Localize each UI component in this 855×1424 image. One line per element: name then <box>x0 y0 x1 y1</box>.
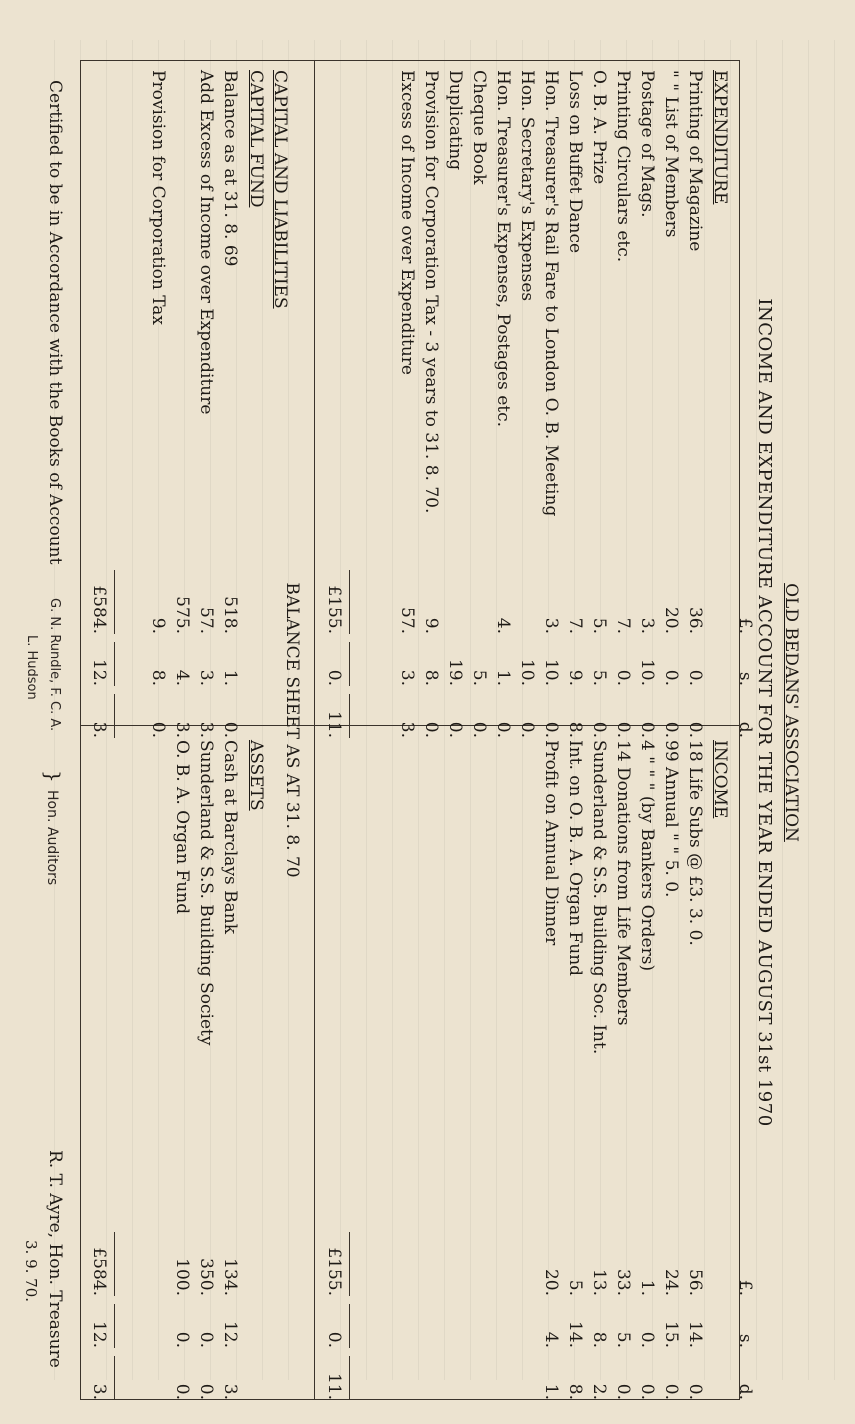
item-pence: 8. <box>565 721 585 738</box>
item-shillings: 14. <box>565 1320 585 1348</box>
item-label: Hon. Treasurer's Rail Fare to London O. B. Meeting <box>541 70 561 517</box>
item-pence: 0. <box>172 1383 192 1400</box>
currency-header-right: £. s. d. <box>735 1279 755 1400</box>
item-label: Int. on O. B. A. Organ Fund <box>565 740 585 977</box>
item-shillings: 8. <box>148 669 168 686</box>
pence-header: d. <box>735 721 755 738</box>
item-pence: 3. <box>220 1383 240 1400</box>
auditor-signature-2: L. Hudson <box>24 635 39 700</box>
item-pounds: 5. <box>589 617 609 634</box>
item-shillings: 1. <box>220 669 240 686</box>
item-shillings: 10. <box>637 658 657 686</box>
item-pounds: 100. <box>172 1258 192 1296</box>
item-label: Sunderland & S.S. Building Soc. Int. <box>589 740 609 1055</box>
item-pence: 0. <box>469 721 489 738</box>
item-label: Loss on Buffet Dance <box>565 70 585 254</box>
item-pounds: 36. <box>685 606 705 634</box>
item-shillings: 0. <box>637 1331 657 1348</box>
item-label: Hon. Treasurer's Expenses, Postages etc. <box>493 70 513 428</box>
item-label: Excess of Income over Expenditure <box>397 70 417 375</box>
item-pence: 0. <box>493 721 513 738</box>
item-pounds: 134. <box>220 1258 240 1296</box>
item-label: 14 Donations from Life Members <box>613 740 633 1026</box>
item-shillings: 10. <box>541 658 561 686</box>
item-shillings: 9. <box>565 669 585 686</box>
item-shillings: 5. <box>469 669 489 686</box>
item-shillings: 0. <box>685 669 705 686</box>
item-label: O. B. A. Prize <box>589 70 609 185</box>
auditors-label: Hon. Auditors <box>44 790 60 886</box>
item-label: Profit on Annual Dinner <box>541 740 561 946</box>
item-pounds: 3. <box>541 617 561 634</box>
item-pounds: 350. <box>196 1258 216 1296</box>
pounds-header: £. <box>735 617 755 634</box>
item-pence: 0. <box>637 1383 657 1400</box>
item-pounds: 5. <box>565 1279 585 1296</box>
assets-total: £584. 12. 3. <box>85 740 115 1380</box>
item-shillings: 19. <box>445 658 465 686</box>
expenditure-total: £155. 0. 11. <box>320 70 350 710</box>
item-pounds: 7. <box>565 617 585 634</box>
item-pounds: 33. <box>613 1268 633 1296</box>
signature-date: 3. 9. 70. <box>22 1240 40 1303</box>
item-pence: 0. <box>685 721 705 738</box>
treasurer-signature: R. T. Ayre, Hon. Treasure <box>45 1150 65 1368</box>
section-divider <box>314 60 315 1400</box>
item-pounds: 57. <box>397 606 417 634</box>
item-label: Printing of Magazine <box>685 70 705 252</box>
item-label: Hon. Secretary's Expenses <box>517 70 537 302</box>
item-label: Provision for Corporation Tax - 3 years to 31. 8. 70. <box>421 70 441 514</box>
item-pence: 0. <box>637 721 657 738</box>
item-label: Provision for Corporation Tax <box>148 70 168 325</box>
item-label: Balance as at 31. 8. 69 <box>220 70 240 267</box>
shillings-header: s. <box>735 671 755 686</box>
item-shillings: 4. <box>541 1331 561 1348</box>
item-label: 18 Life Subs @ £3. 3. 0. <box>685 740 705 946</box>
list-item <box>143 70 173 738</box>
item-shillings: 0. <box>613 669 633 686</box>
item-pounds: 518. <box>220 596 240 634</box>
item-pounds: 56. <box>685 1268 705 1296</box>
income-heading: INCOME <box>710 740 730 819</box>
list-item <box>536 740 566 1400</box>
item-pence: 0. <box>661 721 681 738</box>
item-shillings: 12. <box>220 1320 240 1348</box>
item-pence: 0. <box>517 721 537 738</box>
item-pence: 0. <box>541 721 561 738</box>
item-shillings: 3. <box>196 669 216 686</box>
item-label: Cash at Barclays Bank <box>220 740 240 935</box>
item-pounds: 24. <box>661 1268 681 1296</box>
item-pounds: 1. <box>637 1279 657 1296</box>
item-label: Printing Circulars etc. <box>613 70 633 263</box>
liabilities-total: £584. 12. 3. <box>85 70 115 710</box>
item-label: O. B. A. Organ Fund <box>172 740 192 915</box>
certification-text: Certified to be in Accordance with the Books of Account <box>45 80 65 565</box>
item-shillings: 8. <box>589 1331 609 1348</box>
item-shillings: 0. <box>196 1331 216 1348</box>
item-pounds: 20. <box>541 1268 561 1296</box>
auditors-brace: } <box>41 770 65 783</box>
item-shillings: 4. <box>172 669 192 686</box>
item-shillings: 5. <box>589 669 609 686</box>
item-pence: 0. <box>445 721 465 738</box>
item-shillings: 0. <box>661 669 681 686</box>
item-pence: 8. <box>565 1383 585 1400</box>
liabilities-heading: CAPITAL AND LIABILITIES <box>270 70 290 309</box>
item-shillings: 15. <box>661 1320 681 1348</box>
account-title: INCOME AND EXPENDITURE ACCOUNT FOR THE YEAR ENDED AUGUST 31st 1970 <box>754 298 775 1127</box>
item-pence: 3. <box>196 721 216 738</box>
item-pence: 0. <box>421 721 441 738</box>
expenditure-heading: EXPENDITURE <box>710 70 730 205</box>
item-pence: 0. <box>148 721 168 738</box>
income-total: £155. 0. 11. <box>320 740 350 1380</box>
item-shillings: 5. <box>613 1331 633 1348</box>
item-shillings: 1. <box>493 669 513 686</box>
assets-heading: ASSETS <box>246 740 266 811</box>
item-pounds: 13. <box>589 1268 609 1296</box>
balance-sheet-title: BALANCE SHEET AS AT 31. 8. 70 <box>282 582 302 878</box>
item-shillings: 10. <box>517 658 537 686</box>
item-pence: 2. <box>589 1383 609 1400</box>
item-pounds: 20. <box>661 606 681 634</box>
item-pence: 0. <box>196 1383 216 1400</box>
item-label: 4 " " " (by Bankers Orders) <box>637 740 657 972</box>
item-label: Sunderland & S.S. Building Society <box>196 740 216 1046</box>
auditor-signature-1: G. N. Rundle, F. C. A. <box>47 598 62 732</box>
item-shillings: 0. <box>172 1331 192 1348</box>
item-pounds: 57. <box>196 606 216 634</box>
item-shillings: 14. <box>685 1320 705 1348</box>
item-pence: 0. <box>220 721 240 738</box>
item-pence: 0. <box>613 721 633 738</box>
list-item <box>392 70 422 738</box>
item-pounds: 3. <box>637 617 657 634</box>
list-item <box>167 740 197 1400</box>
association-title: OLD BEDANS' ASSOCIATION <box>781 583 801 842</box>
item-shillings: 3. <box>397 669 417 686</box>
item-pence: 3. <box>172 721 192 738</box>
item-label: Cheque Book <box>469 70 489 185</box>
item-pence: 3. <box>397 721 417 738</box>
item-label: Postage of Mags. <box>637 70 657 218</box>
item-label: Duplicating <box>445 70 465 171</box>
item-pence: 0. <box>661 1383 681 1400</box>
item-pence: 0. <box>613 1383 633 1400</box>
item-pounds: 9. <box>148 617 168 634</box>
item-pence: 0. <box>685 1383 705 1400</box>
item-label: Add Excess of Income over Expenditure <box>196 70 216 415</box>
item-label: 99 Annual " " 5. 0. <box>661 740 681 898</box>
item-pounds: 9. <box>421 617 441 634</box>
item-shillings: 8. <box>421 669 441 686</box>
item-pounds: 4. <box>493 617 513 634</box>
item-pence: 0. <box>589 721 609 738</box>
item-pence: 1. <box>541 1383 561 1400</box>
item-label: " " List of Members <box>661 70 681 238</box>
capital-fund-heading: CAPITAL FUND <box>246 70 266 208</box>
item-pounds: 7. <box>613 617 633 634</box>
item-pounds: 575. <box>172 596 192 634</box>
